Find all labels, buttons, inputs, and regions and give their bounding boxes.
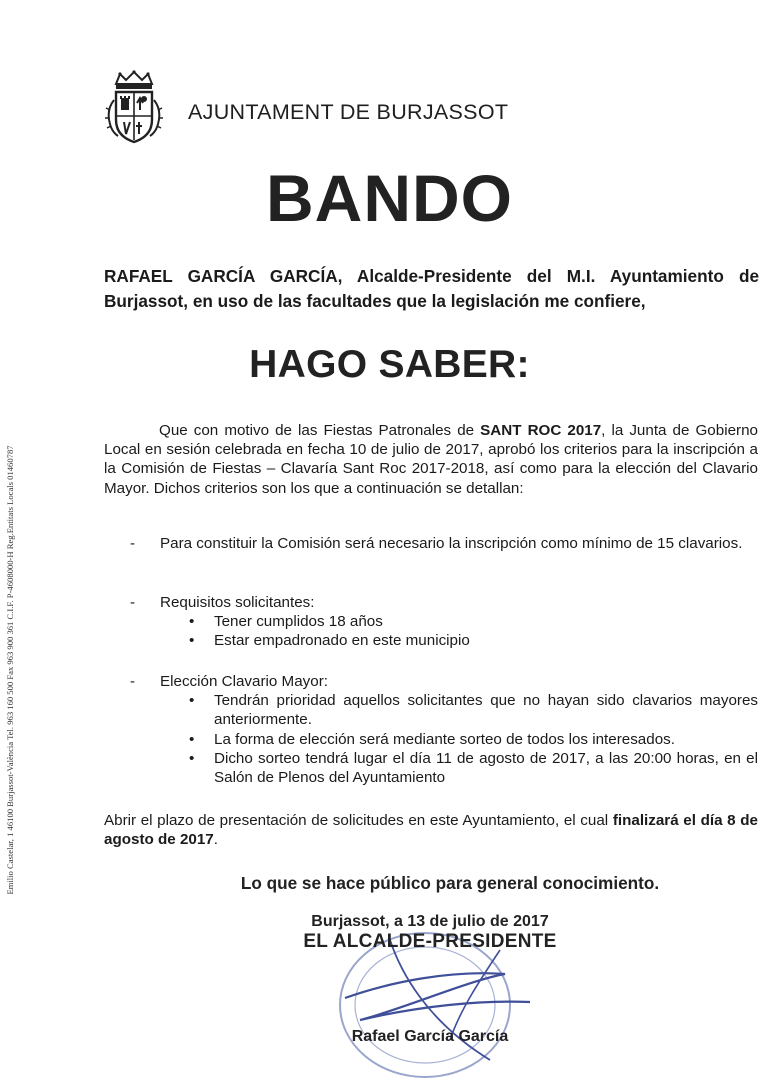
intro-author: RAFAEL GARCÍA GARCÍA — [104, 266, 338, 286]
list-item — [160, 631, 758, 650]
document-title: BANDO — [266, 161, 513, 235]
signer-role: EL ALCALDE-PRESIDENTE — [303, 931, 557, 952]
announcement-heading: HAGO SABER: — [249, 343, 530, 386]
list-dash: - — [130, 673, 136, 690]
list-dash: - — [130, 594, 136, 611]
deadline-paragraph — [104, 811, 758, 849]
deadline-text: Abrir el plazo de presentación de solicitudes en este Ayuntamiento, el cual — [104, 812, 613, 829]
bullet: • — [189, 730, 195, 748]
criteria-item-3-text: Elección Clavario Mayor: — [160, 673, 328, 690]
criteria-paragraph — [104, 421, 758, 498]
closing-statement: Lo que se hace público para general conocimiento. — [240, 873, 660, 893]
bullet-text: Tendrán prioridad aquellos solicitantes que no hayan sido clavarios mayores anteriormente. — [214, 692, 758, 729]
deadline-end: . — [213, 831, 218, 849]
criteria-item-1 — [104, 534, 758, 553]
letterhead — [104, 70, 564, 150]
criteria-event-name: SANT ROC 2017 — [480, 422, 602, 439]
organization-name: AJUNTAMENT DE BURJASSOT — [188, 100, 509, 124]
list-item — [160, 749, 758, 787]
list-item — [160, 691, 758, 729]
signature-block — [280, 913, 580, 1046]
criteria-text-2: , la Junta de Gobierno Local en sesión celebrada en fecha 10 de julio de 2017, aprobó los criterios para la inscripción a la Comisión de Fiestas – Clavaría Sant Roc 2017-2018, así como para la elección del Clavario Mayor. Dichos criterios son los que a continuación se detallan: — [104, 422, 758, 497]
coat-of-arms-icon — [104, 70, 164, 146]
criteria-text-1: Que con motivo de las Fiestas Patronales de — [159, 422, 481, 439]
bullet-text: Estar empadronado en este municipio — [214, 632, 470, 650]
list-item — [160, 612, 758, 631]
bullet-text: Dicho sorteo tendrá lugar el día 11 de agosto de 2017, a las 20:00 horas, en el Salón de Plenos del Ayuntamiento — [214, 749, 758, 787]
list-dash: - — [130, 535, 136, 552]
intro-text: , Alcalde-Presidente del M.I. Ayuntamiento de Burjassot, en uso de las facultades que la legislación me confiere, — [104, 266, 759, 311]
bullet: • — [189, 613, 195, 631]
deadline-date: finalizará el día 8 de agosto de 2017 — [104, 812, 758, 849]
list-item — [160, 730, 758, 749]
criteria-item-2-text: Requisitos solicitantes: — [160, 594, 315, 611]
intro-paragraph — [104, 264, 759, 314]
bullet-text: Tener cumplidos 18 años — [214, 613, 383, 631]
bullet: • — [189, 692, 195, 710]
bullet: • — [189, 632, 195, 650]
criteria-item-1-text: Para constituir la Comisión será necesario la inscripción como mínimo de 15 clavarios. — [160, 535, 743, 552]
criteria-item-3 — [104, 672, 758, 787]
place-date: Burjassot, a 13 de julio de 2017 — [311, 913, 549, 930]
criteria-item-2 — [104, 593, 758, 651]
bullet-text: La forma de elección será mediante sorteo de todos los interesados. — [214, 730, 675, 748]
signer-name: Rafael García García — [351, 1028, 509, 1045]
side-address-text: Emilio Castelar, 1 46100 Burjassot-València Tel. 963 160 500 Fax 963 900 361 C.I.F. P-4608000-H Reg.Entitats Locals 01460787 — [5, 445, 15, 895]
bullet: • — [189, 749, 195, 767]
